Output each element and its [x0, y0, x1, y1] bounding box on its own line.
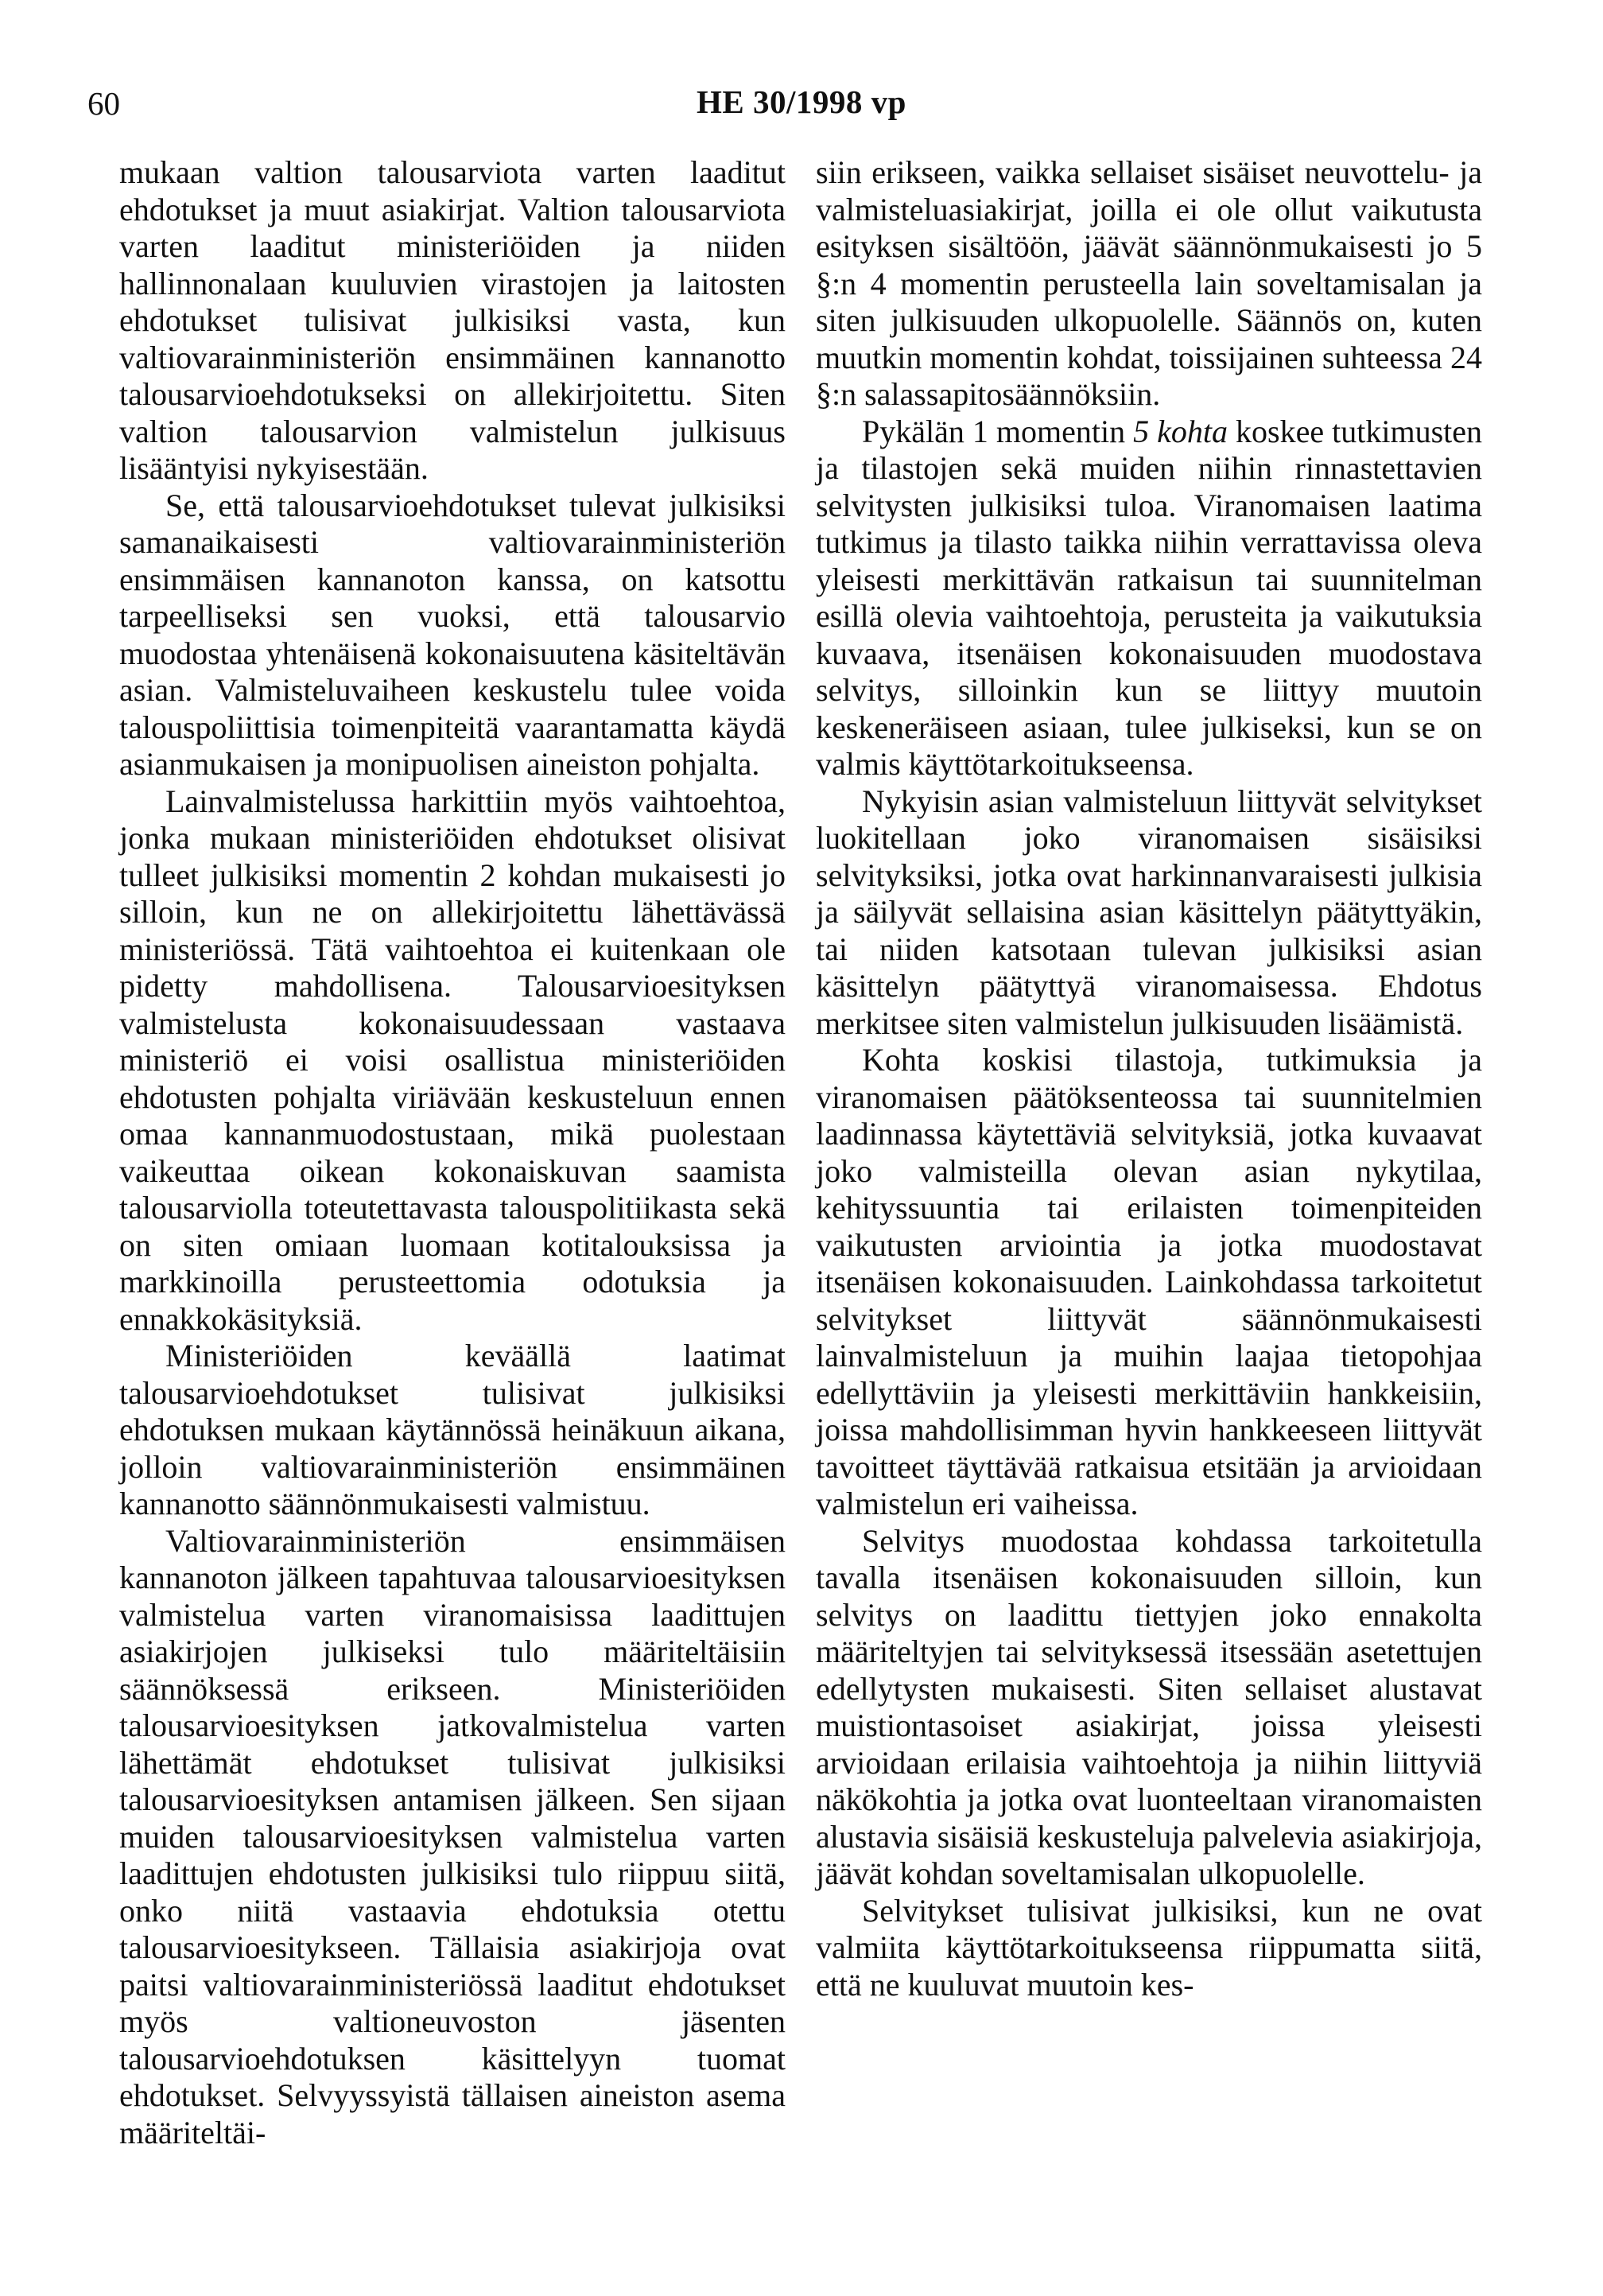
paragraph: Se, että talousarvioehdotukset tulevat julkisiksi samanaikaisesti valtiovarainministeriön ensimmäisen kannanoton kanssa, on katsottu tarpeelliseksi sen vuoksi, että talousarvio muodostaa yhtenäisenä kokonaisuutena käsiteltävän asian. Valmisteluvaiheen keskustelu tulee voida talouspoliittisia toimenpiteitä vaarantamatta käydä asianmukaisen ja monipuolisen aineiston pohjalta.	[119, 487, 786, 782]
paragraph: Lainvalmistelussa harkittiin myös vaihtoehtoa, jonka mukaan ministeriöiden ehdotukset olisivat tulleet julkisiksi momentin 2 kohdan mukaisesti jo silloin, kun ne on allekirjoitettu lähettävässä ministeriössä. Tätä vaihtoehtoa ei kuitenkaan ole pidetty mahdollisena. Talousarvioesityksen valmistelusta kokonaisuudessaan vastaava ministeriö ei voisi osallistua ministeriöiden ehdotusten pohjalta viriävään keskusteluun ennen omaa kannanmuodostustaan, mikä puolestaan vaikeuttaa oikean kokonaiskuvan saamista talousarviolla toteutettavasta talouspolitiikasta sekä on siten omiaan luomaan kotitalouksissa ja markkinoilla perusteettomia odotuksia ja ennakkokäsityksiä.	[119, 783, 786, 1337]
paragraph: Kohta koskisi tilastoja, tutkimuksia ja viranomaisen päätöksenteossa tai suunnitelmien laadinnassa käytettäviä selvityksiä, jotka kuvaavat joko valmisteilla olevan asian nykytilaa, kehityssuuntia tai erilaisten toimenpiteiden vaikutusten arviointia ja jotka muodostavat itsenäisen kokonaisuuden. Lainkohdassa tarkoitetut selvitykset liittyvät säännönmukaisesti lainvalmisteluun ja muihin laajaa tietopohjaa edellyttäviin ja yleisesti merkittäviin hankkeisiin, joissa mahdollisimman hyvin hankkeeseen liittyvät tavoitteet täyttävää ratkaisua etsitään ja arvioidaan valmistelun eri vaiheissa.	[816, 1042, 1482, 1521]
paragraph: Selvitykset tulisivat julkisiksi, kun ne ovat valmiita käyttötarkoitukseensa riippumatta siitä, että ne kuuluvat muutoin kes-	[816, 1892, 1482, 2003]
right-column	[816, 154, 1482, 2003]
paragraph: Nykyisin asian valmisteluun liittyvät selvitykset luokitellaan joko viranomaisen sisäisiksi selvityksiksi, jotka ovat harkinnanvaraisesti julkisia ja säilyvät sellaisina asian käsittelyn päätyttyäkin, tai niiden katsotaan tulevan julkisiksi asian käsittelyn päätyttyä viranomaisessa. Ehdotus merkitsee siten valmistelun julkisuuden lisäämistä.	[816, 783, 1482, 1041]
pykala-text-after: koskee tutkimusten ja tilastojen sekä muiden niihin rinnastettavien selvitysten julkisiksi tuloa. Viranomaisen laatima tutkimus ja tilasto taikka niihin verrattavissa oleva yleisesti merkittävän ratkaisun tai suunnitelman esillä olevia vaihtoehtoja, perusteita ja vaikutuksia kuvaava, itsenäisen kokonaisuuden muodostava selvitys, silloinkin kun se liittyy muutoin keskeneräiseen asiaan, tulee julkiseksi, kun se on valmis käyttötarkoitukseensa.	[816, 413, 1483, 782]
paragraph: Selvitys muodostaa kohdassa tarkoitetulla tavalla itsenäisen kokonaisuuden silloin, kun selvitys on laadittu tiettyjen joko ennakolta määriteltyjen tai selvityksessä itsessään asetettujen edellytysten mukaisesti. Siten sellaiset alustavat muistiontasoiset asiakirjat, joissa yleisesti arvioidaan erilaisia vaihtoehtoja ja niihin liittyviä näkökohtia ja jotka ovat luonteeltaan viranomaisten alustavia sisäisiä keskusteluja palvelevia asiakirjoja, jäävät kohdan soveltamisalan ulkopuolelle.	[816, 1522, 1482, 1891]
paragraph: Ministeriöiden keväällä laatimat talousarvioehdotukset tulisivat julkisiksi ehdotuksen mukaan käytännössä heinäkuun aikana, jolloin valtiovarainministeriön ensimmäinen kannanotto säännönmukaisesti valmistuu.	[119, 1338, 786, 1521]
paragraph: siin erikseen, vaikka sellaiset sisäiset neuvottelu- ja valmisteluasiakirjat, joilla ei ole ollut vaikutusta esityksen sisältöön, jäävät säännönmukaisesti jo 5 §:n 4 momentin perusteella lain soveltamisalan ja siten julkisuuden ulkopuolelle. Säännös on, kuten muutkin momentin kohdat, toissijainen suhteessa 24 §:n salassapitosäännöksiin.	[816, 154, 1482, 412]
pykala-text-before: Pykälän 1 momentin	[862, 413, 1134, 449]
left-column	[119, 154, 786, 2151]
paragraph: mukaan valtion talousarviota varten laaditut ehdotukset ja muut asiakirjat. Valtion talousarviota varten laaditut ministeriöiden ja niiden hallinnonalaan kuuluvien virastojen ja laitosten ehdotukset tulisivat julkisiksi vasta, kun valtiovarainministeriön ensimmäinen kannanotto talousarvioehdotukseksi on allekirjoitettu. Siten valtion talousarvion valmistelun julkisuus lisääntyisi nykyisestään.	[119, 154, 786, 486]
page-number: 60	[87, 85, 120, 122]
pykala-italic-reference: 5 kohta	[1133, 413, 1228, 449]
paragraph: Valtiovarainministeriön ensimmäisen kannanoton jälkeen tapahtuvaa talousarvioesityksen valmistelua varten viranomaisissa laadittujen asiakirjojen julkiseksi tulo määriteltäisiin säännöksessä erikseen. Ministeriöiden talousarvioesityksen jatkovalmistelua varten lähettämät ehdotukset tulisivat julkisiksi talousarvioesityksen antamisen jälkeen. Sen sijaan muiden talousarvioesityksen valmistelua varten laadittujen ehdotusten julkisiksi tulo riippuu siitä, onko niitä vastaavia ehdotuksia otettu talousarvioesitykseen. Tällaisia asiakirjoja ovat paitsi valtiovarainministeriössä laaditut ehdotukset myös valtioneuvoston jäsenten talousarvioehdotuksen käsittelyyn tuomat ehdotukset. Selvyyssyistä tällaisen aineiston asema määriteltäi-	[119, 1522, 786, 2150]
running-head: HE 30/1998 vp	[697, 84, 906, 120]
pykala-paragraph	[816, 414, 1482, 783]
